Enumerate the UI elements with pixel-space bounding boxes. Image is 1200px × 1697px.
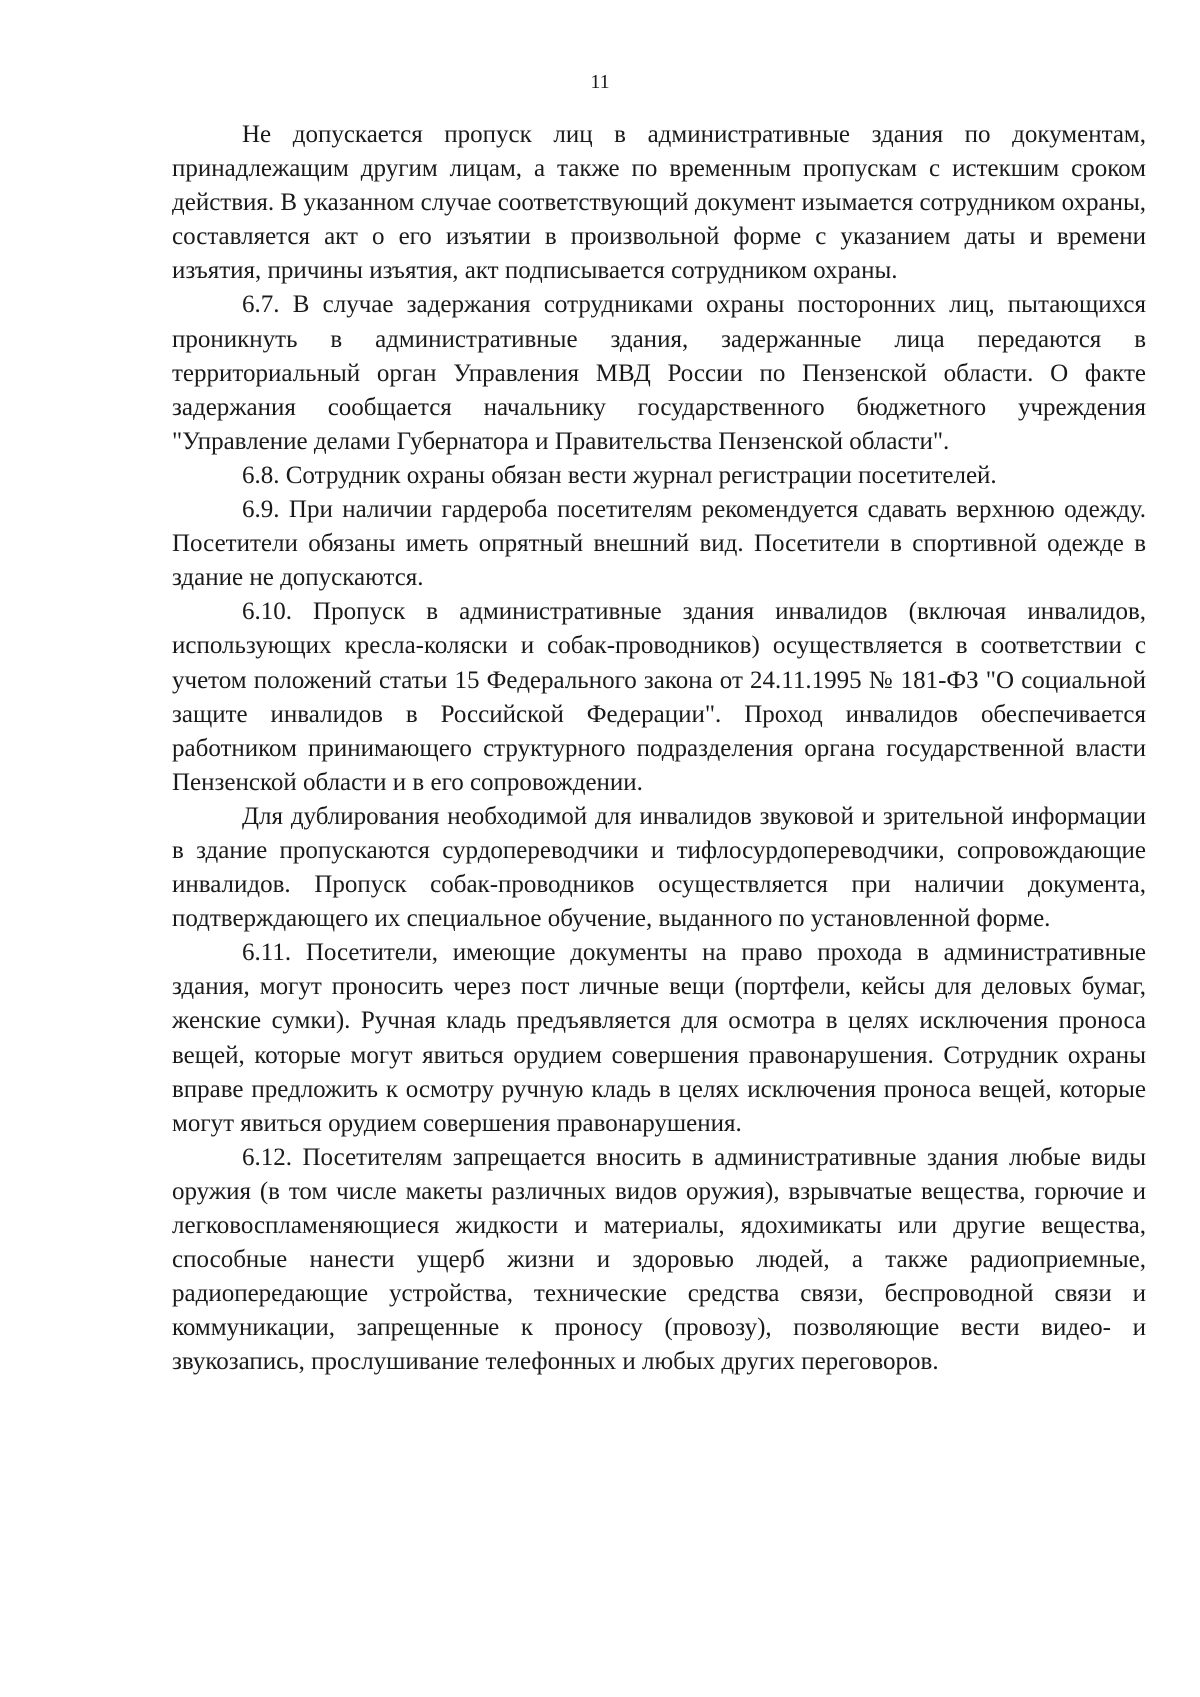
page-number: 11: [590, 71, 610, 93]
paragraph-6-12-prohibited-items: 6.12. Посетителям запрещается вносить в административные здания любые виды оружия (в том числе макеты различных видов оружия), взрывчатые вещества, горючие и легковоспламеняющиеся жидкости и материалы, ядохимикаты или другие вещества, способные нанести ущерб жизни и здоровью людей, а также радиоприемные, радиопередающие устройства, технические средства связи, беспроводной связи и коммуникации, запрещенные к проносу (провозу), позволяющие вести видео- и звукозапись, прослушивание телефонных и любых других переговоров.: [172, 1143, 1146, 1376]
paragraph-interpreters: Для дублирования необходимой для инвалидов звуковой и зрительной информации в здание пропускаются сурдопереводчики и тифлосурдопереводчики, сопровождающие инвалидов. Пропуск собак-проводников осуществляется при наличии документа, подтверждающего их специальное обучение, выданного по установленной форме.: [172, 802, 1146, 933]
paragraph-6-9-wardrobe: 6.9. При наличии гардероба посетителям рекомендуется сдавать верхнюю одежду. Посетители обязаны иметь опрятный внешний вид. Посетители в спортивной одежде в здание не допускаются.: [172, 496, 1146, 592]
paragraph-6-10-disabled-access: 6.10. Пропуск в административные здания инвалидов (включая инвалидов, использующих кресла-коляски и собак-проводников) осуществляется в соответствии с учетом положений статьи 15 Федерального закона от 24.11.1995 № 181-ФЗ "О социальной защите инвалидов в Российской Федерации". Проход инвалидов обеспечивается работником принимающего структурного подразделения органа государственной власти Пензенской области и в его сопровождении.: [172, 598, 1146, 796]
paragraph-6-7-detention: 6.7. В случае задержания сотрудниками охраны посторонних лиц, пытающихся проникнуть в административные здания, задержанные лица передаются в территориальный орган Управления МВД России по Пензенской области. О факте задержания сообщается начальнику государственного бюджетного учреждения "Управление делами Губернатора и Правительства Пензенской области".: [172, 291, 1146, 455]
paragraph-6-11-personal-items: 6.11. Посетители, имеющие документы на право прохода в административные здания, могут проносить через пост личные вещи (портфели, кейсы для деловых бумаг, женские сумки). Ручная кладь предъявляется для осмотра в целях исключения проноса вещей, которые могут явиться орудием совершения правонарушения. Сотрудник охраны вправе предложить к осмотру ручную кладь в целях исключения проноса вещей, которые могут явиться орудием совершения правонарушения.: [172, 939, 1146, 1137]
document-body: [172, 118, 1146, 1379]
paragraph-pass-restrictions: Не допускается пропуск лиц в административные здания по документам, принадлежащим другим лицам, а также по временным пропускам с истекшим сроком действия. В указанном случае соответствующий документ изымается сотрудником охраны, составляется акт о его изъятии в произвольной форме с указанием даты и времени изъятия, причины изъятия, акт подписывается сотрудником охраны.: [172, 121, 1146, 285]
paragraph-6-8-visitor-log: 6.8. Сотрудник охраны обязан вести журнал регистрации посетителей.: [242, 461, 997, 489]
